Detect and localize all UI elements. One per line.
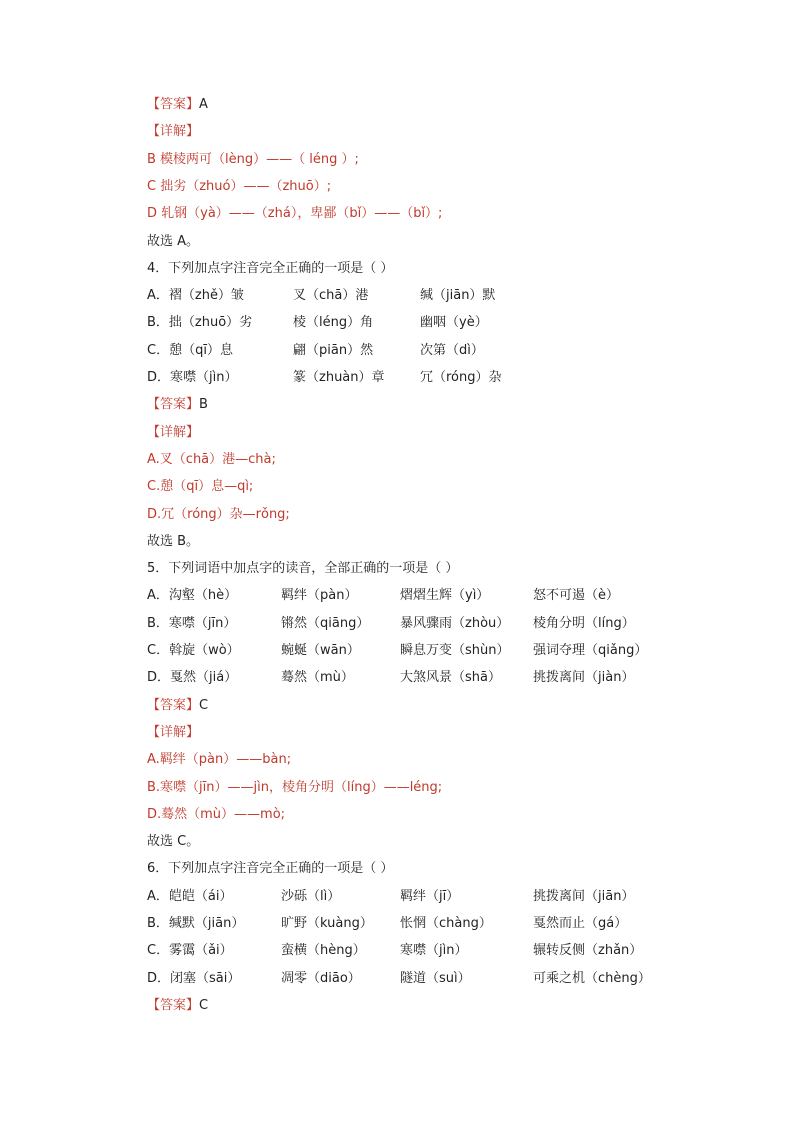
option-cell: 怅惘（chàng） [400, 916, 492, 931]
option-cell: 棱（léng）角 [293, 315, 374, 331]
explanation-line: A.羁绊（pàn）——bàn; [147, 752, 292, 768]
option-cell: 幽咽（yè） [420, 315, 488, 331]
option-cell: 可乘之机（chèng） [533, 970, 651, 986]
conclusion-line: 故选 A。 [147, 233, 200, 249]
option-cell: 沙砾（lì） [281, 888, 341, 904]
option-cell: 寒噤（jìn） [400, 943, 468, 959]
explanation-heading: 【详解】 [147, 424, 200, 440]
explanation-heading: 【详解】 [147, 124, 200, 140]
option-label-cell: B．拙（zhuō）劣 [147, 315, 253, 331]
question-stem: 6．下列加点字注音完全正确的一项是（ ） [147, 861, 394, 877]
question-stem: 4．下列加点字注音完全正确的一项是（ ） [147, 260, 394, 276]
answer-value: A [199, 97, 208, 112]
option-cell: 羁绊（jī） [400, 888, 460, 904]
explanation-line: D.冗（róng）杂—rǒng; [147, 506, 290, 522]
option-label-cell: D．戛然（jiá） [147, 670, 238, 686]
option-cell: 篆（zhuàn）章 [293, 370, 385, 385]
option-cell: 翩（piān）然 [293, 342, 374, 358]
option-label-cell: B．寒噤（jīn） [147, 615, 237, 631]
answer-line [147, 998, 208, 1014]
option-cell: 瞬息万变（shùn） [400, 643, 510, 658]
option-label-cell: B．缄默（jiān） [147, 916, 245, 931]
option-cell: 冗（róng）杂 [420, 370, 502, 385]
answer-line [147, 698, 208, 714]
option-label-cell: A．褶（zhě）皱 [147, 288, 244, 304]
option-label-cell: D．闭塞（sāi） [147, 970, 241, 986]
option-cell: 次第（dì） [420, 342, 484, 358]
option-label-cell: C．憩（qī）息 [147, 342, 233, 358]
answer-value: C [199, 697, 209, 713]
answer-value: B [199, 397, 208, 413]
answer-line [147, 397, 208, 413]
option-cell: 辗转反侧（zhǎn） [533, 943, 643, 959]
explanation-line: B 模棱两可（lèng）——（ léng ）; [147, 151, 359, 167]
option-label-cell: A．沟壑（hè） [147, 588, 238, 604]
option-cell: 棱角分明（líng） [533, 615, 635, 631]
option-cell: 羁绊（pàn） [281, 588, 358, 604]
answer-label: 【答案】 [147, 997, 200, 1013]
option-cell: 大煞风景（shā） [400, 670, 501, 686]
option-cell: 暴风骤雨（zhòu） [400, 615, 510, 631]
explanation-line: C 拙劣（zhuó）——（zhuō）; [147, 178, 332, 194]
option-cell: 强词夺理（qiǎng） [533, 643, 648, 658]
option-label-cell: A．皑皑（ái） [147, 888, 233, 904]
explanation-line: D 轧钢（yà）——（zhá），卑鄙（bǐ）——（bǐ）; [147, 206, 443, 222]
option-cell: 缄（jiān）默 [420, 288, 496, 304]
explanation-line: B.寒噤（jīn）——jìn，棱角分明（líng）——léng; [147, 779, 443, 795]
option-cell: 蛮横（hèng） [281, 943, 366, 959]
option-label-cell: C．雾霭（ǎi） [147, 943, 233, 959]
option-cell: 锵然（qiāng） [281, 615, 370, 631]
option-cell: 熠熠生辉（yì） [400, 588, 490, 604]
question-stem: 5．下列词语中加点字的读音，全部正确的一项是（ ） [147, 561, 459, 577]
conclusion-line: 故选 B。 [147, 533, 200, 549]
answer-value: C [199, 997, 209, 1013]
explanation-heading: 【详解】 [147, 724, 200, 740]
option-cell: 挑拨离间（jiàn） [533, 670, 635, 686]
option-cell: 蜿蜒（wān） [281, 643, 360, 658]
conclusion-line: 故选 C。 [147, 834, 200, 850]
option-cell: 挑拨离间（jiān） [533, 888, 635, 904]
option-cell: 凋零（diāo） [281, 970, 361, 986]
explanation-line: C.憩（qī）息—qì; [147, 479, 254, 495]
option-cell: 蓦然（mù） [281, 670, 354, 686]
option-cell: 怒不可遏（è） [533, 588, 619, 604]
option-cell: 戛然而止（gá） [533, 916, 628, 931]
answer-line [147, 97, 208, 113]
answer-label: 【答案】 [147, 697, 200, 713]
option-cell: 隧道（suì） [400, 970, 471, 986]
option-label-cell: D．寒噤（jìn） [147, 370, 238, 385]
answer-label: 【答案】 [147, 97, 200, 112]
option-cell: 旷野（kuàng） [281, 916, 373, 931]
explanation-line: D.蓦然（mù）——mò; [147, 806, 286, 822]
option-cell: 叉（chā）港 [293, 288, 369, 304]
answer-label: 【答案】 [147, 397, 200, 413]
option-label-cell: C．斡旋（wò） [147, 643, 240, 658]
explanation-line: A.叉（chā）港—chà; [147, 451, 276, 467]
